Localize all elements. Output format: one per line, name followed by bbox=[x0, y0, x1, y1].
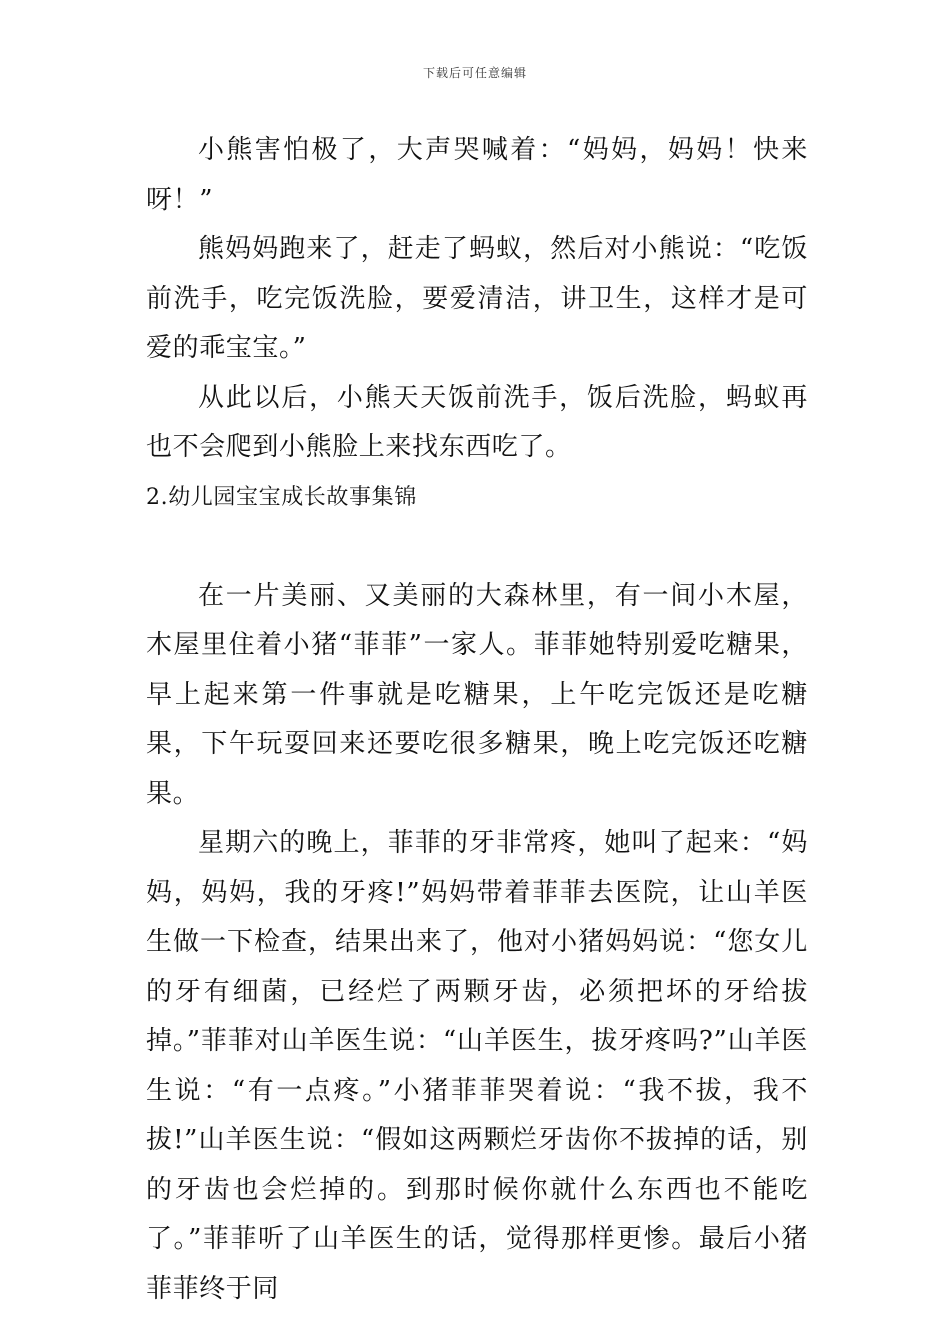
blank-line bbox=[146, 522, 808, 572]
paragraph: 熊妈妈跑来了，赶走了蚂蚁，然后对小熊说：“吃饭前洗手，吃完饭洗脸，要爱清洁，讲卫生，这样才是可爱的乖宝宝。” bbox=[146, 234, 808, 363]
paragraph: 小熊害怕极了，大声哭喊着：“妈妈，妈妈！快来呀！” bbox=[146, 135, 808, 215]
document-body bbox=[146, 126, 808, 1314]
paragraph: 在一片美丽、又美丽的大森林里，有一间小木屋，木屋里住着小猪“菲菲”一家人。菲菲她特别爱吃糖果，早上起来第一件事就是吃糖果，上午吃完饭还是吃糖果，下午玩耍回来还要吃很多糖果，晚上吃完饭还吃糖果。 bbox=[146, 580, 808, 809]
paragraph: 从此以后，小熊天天饭前洗手，饭后洗脸，蚂蚁再也不会爬到小熊脸上来找东西吃了。 bbox=[146, 382, 808, 462]
paragraph: 星期六的晚上，菲菲的牙非常疼，她叫了起来：“妈妈，妈妈，我的牙疼!”妈妈带着菲菲去医院，让山羊医生做一下检查，结果出来了，他对小猪妈妈说：“您女儿的牙有细菌，已经烂了两颗牙齿，必须把坏的牙给拔掉。”菲菲对山羊医生说：“山羊医生，拔牙疼吗?”山羊医生说：“有一点疼。”小猪菲菲哭着说：“我不拔，我不拔!”山羊医生说：“假如这两颗烂牙齿你不拔掉的话，别的牙齿也会烂掉的。到那时候你就什么东西也不能吃了。”菲菲听了山羊医生的话，觉得那样更惨。最后小猪菲菲终于同 bbox=[146, 828, 808, 1304]
page-header: 下载后可任意编辑 bbox=[422, 66, 527, 80]
section-heading: 2.幼儿园宝宝成长故事集锦 bbox=[146, 484, 417, 510]
